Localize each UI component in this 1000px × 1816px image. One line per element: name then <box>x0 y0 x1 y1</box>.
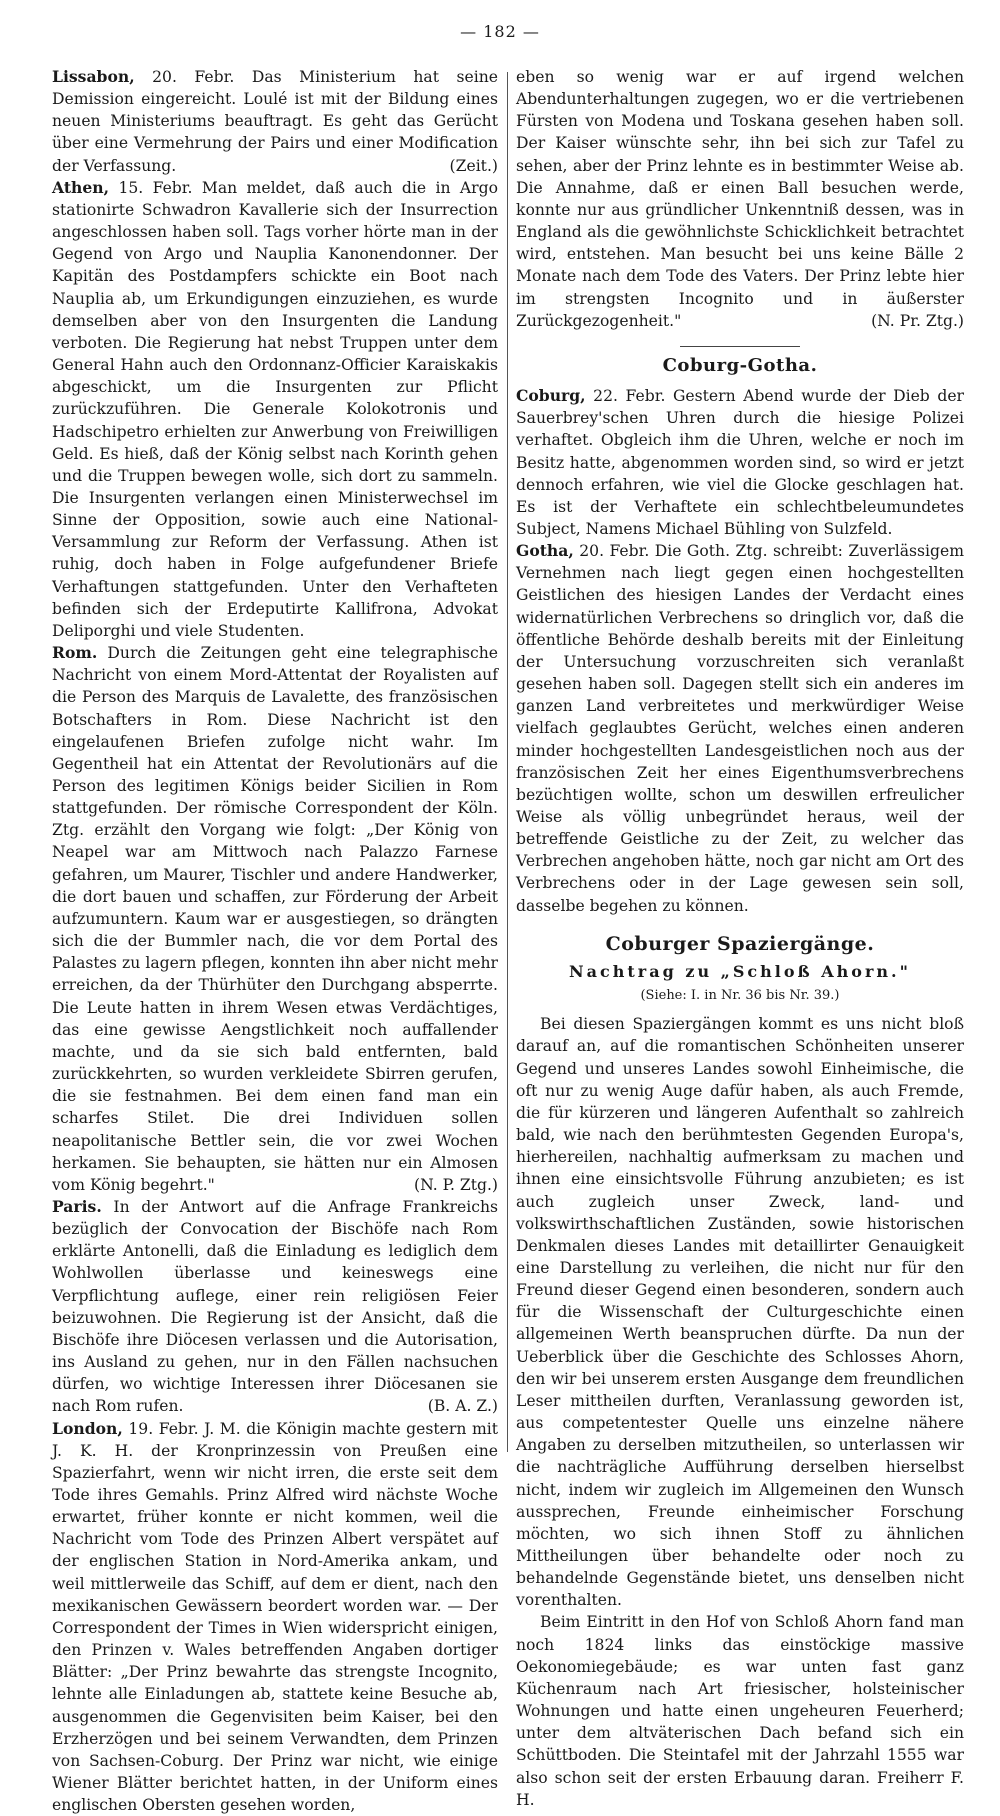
news-text: 20. Febr. Die Goth. Ztg. schreibt: Zuverlässigem Vernehmen nach liegt gegen einen hochgestellten Geistlichen des hiesigen Landes der Verdacht eines widernatürlichen Verbrechens so dringlich vor, daß die öffentliche Behörde deshalb bereits mit der Einleitung der Untersuchung vorzuschreiten sich veranlaßt gesehen haben soll. Dagegen stellt sich ein anderes im ganzen Land verbreitetes und merkwürdiger Weise vielfach geglaubtes Gerücht, welches einen anderen minder hochgestellten Landesgeistlichen noch aus der französischen Zeit her eines Eigenthumsverbrechens bezüchtigen wollte, schon um deswillen erfreulicher Weise als völlig unbegründet heraus, weil der betreffende Geistliche zu der Zeit, zu welcher das Verbrechen angehoben hätte, noch gar nicht am Ort des Verbrechens oder in der Lage gewesen sein soll, dasselbe begehen zu können. <box>516 542 964 915</box>
section-heading: Coburg-Gotha. <box>662 354 818 376</box>
news-item-coburg <box>516 385 964 540</box>
article-paragraph: Beim Eintritt in den Hof von Schloß Ahorn fand man noch 1824 links das einstöckige massive Oekonomiegebäude; es war unten fast ganz Küchenraum nach Art friesischer, holsteinischer Wohnungen und hatte einen ungeheuren Feuerherd; unter dem altväterischen Dach befand sich ein Schüttboden. Die Steintafel mit der Jahrzahl 1555 war also schon seit der ersten Erbauung daran. Freiherr F. H. <box>516 1613 964 1809</box>
news-source: (N. Pr. Ztg.) <box>871 311 964 330</box>
news-text: 15. Febr. Man meldet, daß auch die in Argo stationirte Schwadron Kavallerie sich der Insurrection angeschlossen haben soll. Tags vorher hörte man in der Gegend von Argo und Nauplia Kanonendonner. Der Kapitän des Postdampfers schickte ein Boot nach Nauplia ab, um Erkundigungen einzuziehen, es wurde demselben aber von den Insurgenten die Landung verboten. Die Regierung hat nebst Truppen unter dem General Hahn auch den Ordonnanz-Officier Karaiskakis abgeschickt, um die Insurgenten zur Pflicht zurückzuführen. Die Generale Kolokotronis und Hadschipetro erhielten zur Anwerbung von Freiwilligen Geld. Es hieß, daß der König selbst nach Korinth gehen und die Truppen bewegen wolle, sich dort zu sammeln. Die Insurgenten verlangen einen Ministerwechsel im Sinne der Opposition, sowie auch eine National-Versammlung zur Reform der Verfassung. Athen ist ruhig, doch haben in Folge aufgefundener Briefe Verhaftungen stattgefunden. Unter den Verhafteten befinden sich der Erdeputirte Kallifrona, Advokat Deliporghi und viele Studenten. <box>52 178 498 640</box>
right-column <box>516 66 964 1809</box>
news-text: eben so wenig war er auf irgend welchen Abendunterhaltungen zugegen, wo er die vertriebenen Fürsten von Modena und Toskana gesehen haben soll. Der Kaiser wünschte sehr, ihn bei sich zur Tafel zu sehen, aber der Prinz lehnte es in bestimmter Weise ab. Die Annahme, daß er einen Ball besuchen werde, konnte nur aus gründlicher Unkenntniß dessen, was in England als die gewöhnlichste Schicklichkeit betrachtet wird, entstehen. Man besucht bei uns keine Bälle 2 Monate nach dem Tode des Vaters. Der Prinz lebte hier im strengsten Incognito und in äußerster Zurückgezogenheit." <box>516 68 964 330</box>
news-text: In der Antwort auf die Anfrage Frankreichs bezüglich der Convocation der Bischöfe nach Rom erklärte Antonelli, daß die Einladung es lediglich dem Wohlwollen überlasse und keineswegs eine Verpflichtung auflege, einer rein religiösen Feier beizuwohnen. Die Regierung ist der Ansicht, daß die Bischöfe ihre Diöcesen verlassen und die Autorisation, ins Ausland zu gehen, nur in den Fällen nachsuchen dürfen, wo wichtige Interessen ihrer Diöcesanen sie nach Rom rufen. <box>52 1197 498 1416</box>
news-source: (Zeit.) <box>449 156 498 175</box>
left-column <box>52 66 498 1815</box>
dateline-place: London, <box>52 1418 123 1438</box>
news-source: (B. A. Z.) <box>427 1397 498 1416</box>
dateline-place: Coburg, <box>516 386 586 406</box>
news-item-paris <box>52 1196 498 1418</box>
dateline-place: Athen, <box>52 177 110 197</box>
news-text: 19. Febr. J. M. die Königin machte gestern mit J. K. H. der Kronprinzessin von Preußen eine Spazierfahrt, wenn wir nicht irren, die erste seit dem Tode ihres Gemahls. Prinz Alfred wird nächste Woche erwartet, früher konnte er nicht kommen, weil die Nachricht vom Tode des Prinzen Albert verspätet auf der englischen Station in Nord-Amerika ankam, und weil mittlerweile das Schiff, auf dem er dient, nach den mexikanischen Gewässern beordert worden war. — Der Correspondent der Times in Wien widerspricht einigen, den Prinzen v. Wales betreffenden Angaben dortiger Blätter: „Der Prinz bewahrte das strengste Incognito, lehnte alle Einladungen ab, stattete keine Besuche ab, ausgenommen die Gegenvisiten beim Kaiser, bei den Erzherzögen und bei seinem Verwandten, dem Prinzen von Sachsen-Coburg. Der Prinz war nicht, wie einige Wiener Blätter berichtet hatten, in der Uniform eines englischen Obersten gesehen worden, <box>52 1419 498 1815</box>
news-item-lissabon <box>52 66 498 177</box>
news-item-rom <box>52 642 498 1196</box>
news-item-gotha <box>516 540 964 917</box>
dateline-place: Rom. <box>52 643 98 663</box>
dateline-place: Lissabon, <box>52 67 135 86</box>
article-note: (Siehe: I. in Nr. 36 bis Nr. 39.) <box>640 988 840 1004</box>
article-heading: Coburger Spaziergänge. <box>605 932 875 955</box>
news-source: (N. P. Ztg.) <box>413 1175 498 1194</box>
article-paragraph: Bei diesen Spaziergängen kommt es uns nicht bloß darauf an, auf die romantischen Schönheiten unserer Gegend und unseres Landes sowohl Einheimische, die oft nur zu wenig Auge dafür haben, als auch Fremde, die für kürzeren und längeren Aufenthalt so zahlreich bald, wie nach den berühmtesten Gegenden Europa's, hierhereilen, nachhaltig aufmerksam zu machen und ihnen eine einsichtsvolle Führung anzubieten; es ist auch zugleich unser Zweck, land- und volkswirthschaftlichen Zuständen, sowie historischen Denkmalen dieses Landes mit detaillirter Genauigkeit eine Darstellung zu verleihen, die nicht nur für den Freund dieser Gegend einen besonderen, sondern auch für die Wissenschaft der Culturgeschichte einen allgemeinen Werth beanspruchen dürfte. Da nun der Ueberblick über die Geschichte des Schlosses Ahorn, den wir bei unserem ersten Ausgange dem freundlichen Leser mittheilen durften, Veranlassung geworden ist, aus competentester Quelle uns einzelne nähere Angaben zu derselben mitzutheilen, so unterlassen wir die nachträgliche Aufführung derselben hierselbst nicht, indem wir zugleich im Allgemeinen den Wunsch aussprechen, Freunde einheimischer Forschung möchten, wo sich ihnen Stoff zu ähnlichen Mittheilungen über behandelte oder noch zu behandelnde Gegenstände bietet, uns denselben nicht vorenthalten. <box>516 1015 964 1610</box>
article-subheading: Nachtrag zu „Schloß Ahorn." <box>569 961 911 981</box>
news-item-london <box>52 1418 498 1816</box>
page-number: — 182 — <box>460 22 540 41</box>
news-text: Durch die Zeitungen geht eine telegraphische Nachricht von einem Mord-Attentat der Royalisten auf die Person des Marquis de Lavalette, des französischen Botschafters in Rom. Diese Nachricht ist den eingelaufenen Briefen zufolge nicht wahr. Im Gegentheil hat ein Attentat der Revolutionärs auf die Person des legitimen Königs beider Sicilien in Rom stattgefunden. Der römische Correspondent der Köln. Ztg. erzählt den Vorgang wie folgt: „Der König von Neapel war am Mittwoch nach Palazzo Farnese gefahren, um Maurer, Tischler und andere Handwerker, die dort bauen und schaffen, zur Förderung der Arbeit aufzumuntern. Kaum war er ausgestiegen, so drängten sich die der Bummler nach, die vor dem Portal des Palastes zu lagern pflegen, konnten ihn aber nicht mehr erreichen, da der Thürhüter den Durchgang absperrte. Die Leute hatten in ihrem Wesen etwas Verdächtiges, das eine gewisse Aengstlichkeit noch auffallender machte, und da sie sich bald entfernten, bald zurückkehrten, so wurden verkleidete Sbirren gerufen, die sie festnahmen. Bei dem einen fand man ein scharfes Stilet. Die drei Individuen sollen neapolitanische Bettler sein, die vor zwei Wochen herkamen. Sie behaupten, sie hätten nur ein Almosen vom König begehrt." <box>52 644 498 1194</box>
dateline-place: Gotha, <box>516 541 574 561</box>
news-text: 20. Febr. Das Ministerium hat seine Demission eingereicht. Loulé ist mit der Bildung eines neuen Ministeriums beauftragt. Es geht das Gerücht über eine Vermehrung der Pairs und einer Modification der Verfassung. <box>52 68 498 175</box>
news-item-athen <box>52 177 498 642</box>
dateline-place: Paris. <box>52 1196 102 1216</box>
news-continuation <box>516 66 964 332</box>
section-rule <box>680 346 800 347</box>
news-text: 22. Febr. Gestern Abend wurde der Dieb der Sauerbrey'schen Uhren durch die hiesige Polizei verhaftet. Obgleich ihm die Uhren, welche er noch im Besitz hatte, abgenommen worden sind, so wird er jetzt dennoch erfahren, wie viel die Glocke geschlagen hat. Es ist der Verhaftete ein schlechtbeleumundetes Subject, Namens Michael Bühling von Sulzfeld. <box>516 387 964 538</box>
column-divider <box>507 72 508 1452</box>
